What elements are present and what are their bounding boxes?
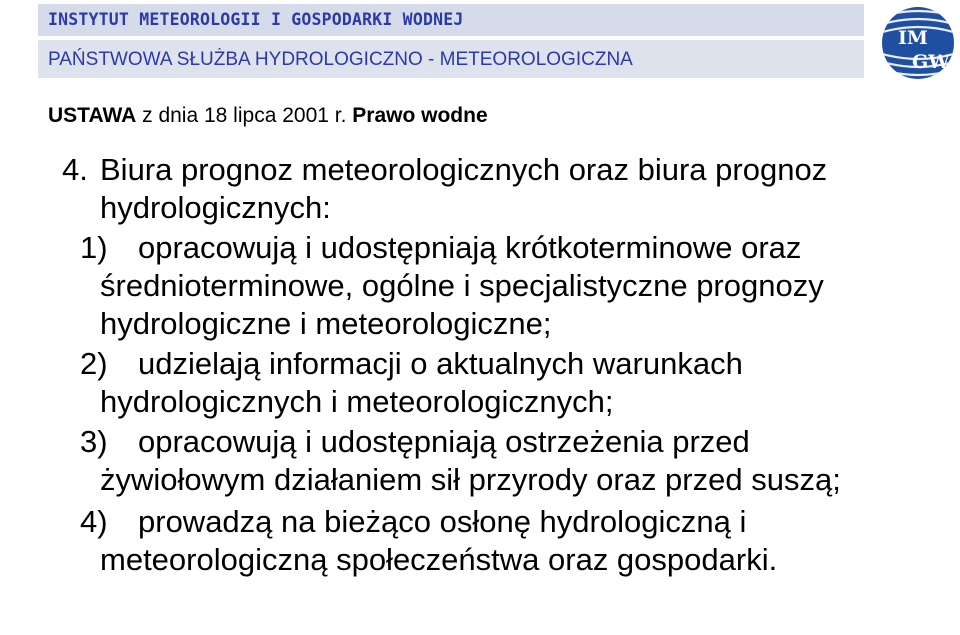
item-line-1: prowadzą na bieżąco osłonę hydrologiczną i (138, 504, 747, 539)
service-name: PAŃSTWOWA SŁUŻBA HYDROLOGICZNO - METEOROLOGICZNA (48, 49, 633, 70)
act-prefix: USTAWA (48, 104, 137, 127)
list-item (80, 504, 746, 540)
point-heading (62, 152, 827, 188)
imgw-logo-icon (876, 4, 960, 82)
act-name: Prawo wodne (352, 104, 488, 127)
item-1-line-2: średnioterminowe, ogólne i specjalistyczne prognozy (100, 268, 824, 303)
item-1-line-3: hydrologiczne i meteorologiczne; (100, 306, 552, 341)
item-line-1: opracowują i udostępniają krótkoterminowe oraz (138, 230, 802, 265)
item-number: 1) (80, 230, 108, 265)
point-number: 4. (62, 152, 88, 187)
act-date: z dnia 18 lipca 2001 r. (136, 104, 353, 127)
list-item (80, 346, 743, 382)
item-line-1: opracowują i udostępniają ostrzeżenia przed (138, 424, 750, 459)
point-line-1: Biura prognoz meteorologicznych oraz biura prognoz (100, 152, 828, 187)
logo-text-top: IM (898, 27, 928, 49)
list-item (80, 230, 801, 266)
institute-name: INSTYTUT METEOROLOGII I GOSPODARKI WODNEJ (48, 10, 464, 29)
item-number: 4) (80, 504, 108, 539)
list-item (80, 424, 750, 460)
point-line-2: hydrologicznych: (100, 190, 331, 225)
institute-banner (38, 4, 864, 36)
item-2-line-2: hydrologicznych i meteorologicznych; (100, 384, 614, 419)
act-title (48, 104, 488, 128)
item-line-1: udzielają informacji o aktualnych warunkach (138, 346, 743, 381)
item-number: 2) (80, 346, 108, 381)
service-banner (38, 40, 864, 78)
logo-text-bottom: GW (912, 51, 950, 73)
item-number: 3) (80, 424, 108, 459)
item-4-line-2: meteorologiczną społeczeństwa oraz gospodarki. (100, 542, 778, 577)
item-3-line-2: żywiołowym działaniem sił przyrody oraz przed suszą; (100, 462, 841, 497)
